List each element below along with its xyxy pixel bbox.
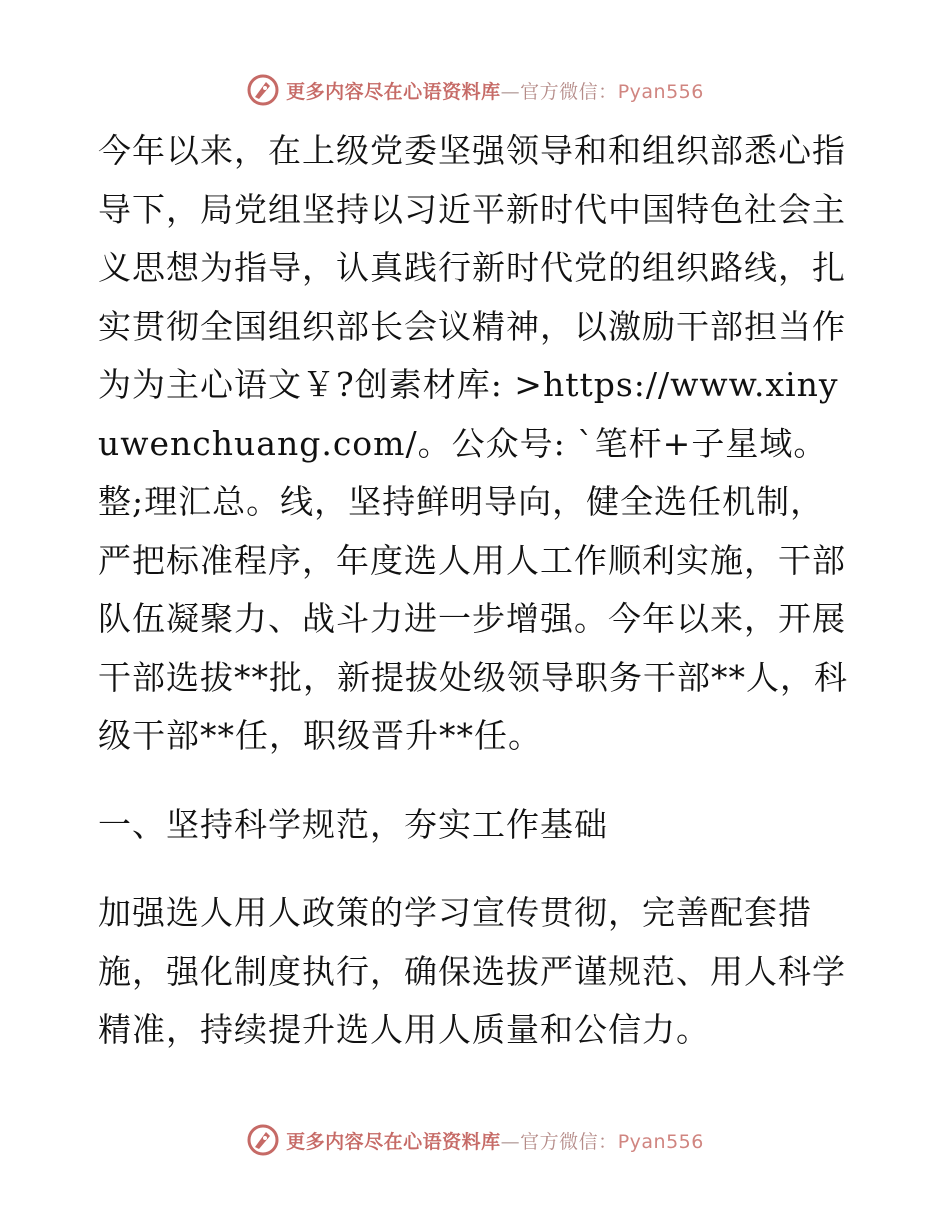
- footer-banner-text: [286, 1127, 704, 1154]
- body-paragraph: 今年以来，在上级党委坚强领导和和组织部悉心指导下，局党组坚持以习近平新时代中国特色社会主义思想为指导，认真践行新时代党的组织路线，扎实贯彻全国组织部长会议精神，以激励干部担当作为为主心语文￥?创素材库: >https://www.xinyuwenchuang.com/。公众号: `笔杆+子星域。整;理汇总。线，坚持鲜明导向，健全选任机制，严把标准程序，年度选人用人工作顺利实施，干部队伍凝聚力、战斗力进一步增强。今年以来，开展干部选拔**批，新提拔处级领导职务干部**人，科级干部**任，职级晋升**任。: [98, 131, 848, 755]
- header-site-name: 更多内容尽在心语资料库: [286, 80, 501, 103]
- footer-banner: [0, 1120, 950, 1160]
- pen-nib-logo-icon: [246, 1123, 280, 1157]
- section-heading: 一、坚持科学规范，夯实工作基础: [98, 804, 608, 844]
- header-banner-text: [286, 77, 704, 104]
- footer-site-name: 更多内容尽在心语资料库: [286, 1130, 501, 1153]
- document-body: [98, 122, 858, 1060]
- footer-wechat-id: Pyan556: [617, 1130, 704, 1153]
- header-wechat-id: Pyan556: [617, 80, 704, 103]
- pen-nib-logo-icon: [246, 73, 280, 107]
- footer-wechat-label: 官方微信：: [520, 1130, 618, 1153]
- header-separator: —: [500, 80, 521, 103]
- header-banner: [0, 70, 950, 110]
- header-wechat-label: 官方微信：: [520, 80, 618, 103]
- body-paragraph: 加强选人用人政策的学习宣传贯彻，完善配套措施，强化制度执行，确保选拔严谨规范、用人科学精准，持续提升选人用人质量和公信力。: [98, 893, 846, 1049]
- footer-separator: —: [500, 1130, 521, 1153]
